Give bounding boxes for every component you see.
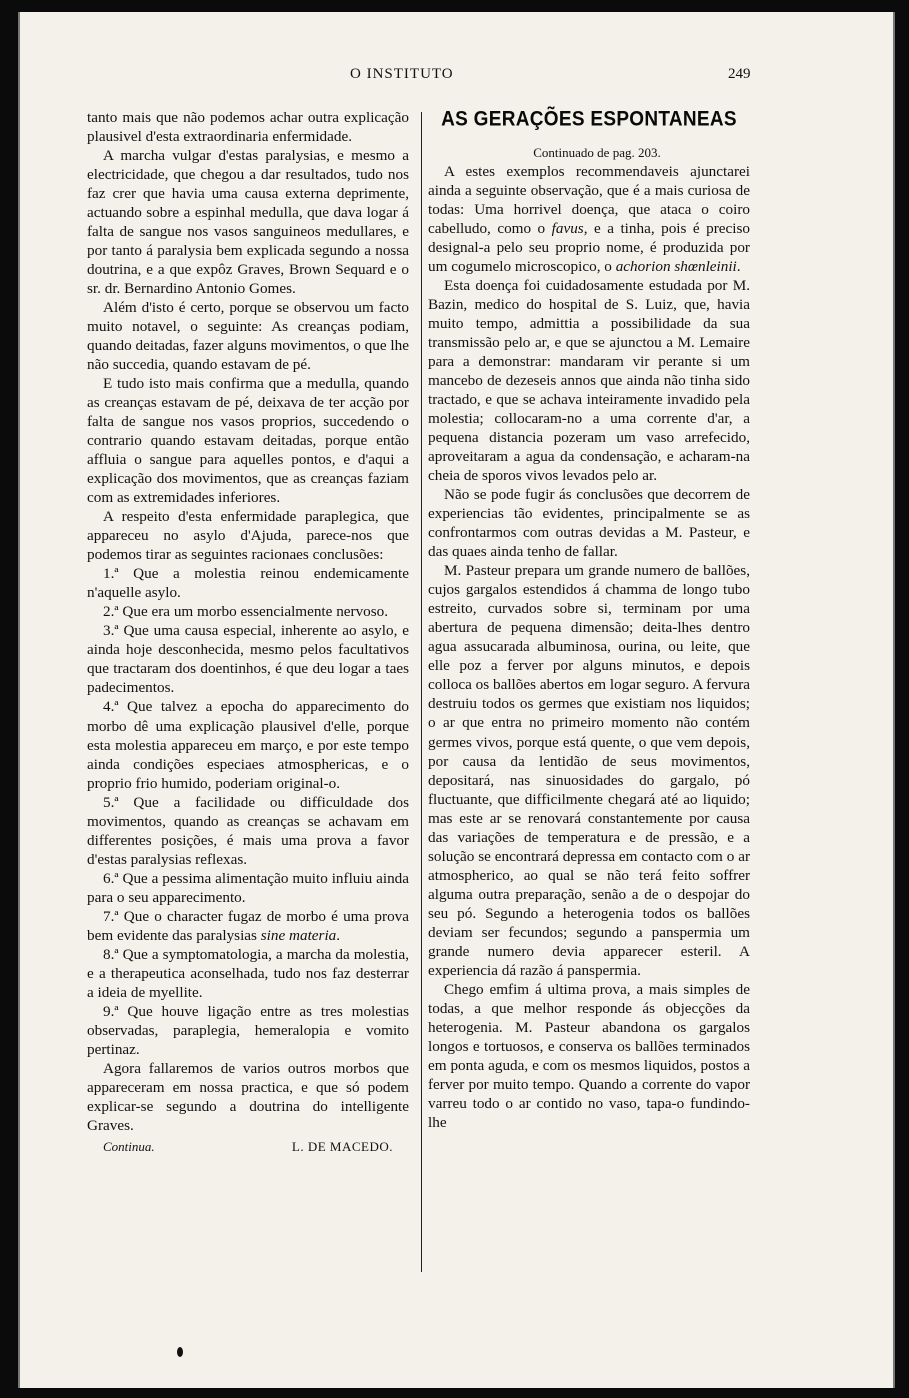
paragraph: Esta doença foi cuidadosamente estudada por M. Bazin, medico do hospital de S. Luiz, que, havia muito tempo, admittia a possibilidade da sua transmissão pelo ar, e que se ajunctou a M. Lemaire para a demonstrar: mandaram vir perante si um mancebo de dezeseis annos que ainda não tinha sido tractado, e que se achava inteiramente invadido pela molestia; collocaram-no a uma corrente d'ar, a pequena distancia pozeram um vaso arrefecido, aproveitaram a agua da condensação, e acharam-na cheia de sporos vivos levados pelo ar. [428, 277, 750, 485]
conclusion-item: 3.ª Que uma causa especial, inherente ao asylo, e ainda hoje desconhecida, mesmo pelos facultativos que tractaram dos doentinhos, é que deu logar a taes padecimentos. [87, 622, 409, 697]
paragraph: Chego emfim á ultima prova, a mais simples de todas, a que melhor responde ás objecções da heterogenia. M. Pasteur abandona os gargalos longos e tortuosos, e conserva os ballões terminados em ponta aguda, e com os mesmos liquidos, postos a ferver por muito tempo. Quando a corrente do vapor varreu todo o ar contido no vaso, tapa-o fundindo-lhe [428, 980, 750, 1131]
paragraph: Agora fallaremos de varios outros morbos que appareceram em nossa practica, e que só podem explicar-se segundo a doutrina do intelligente Graves. [87, 1059, 409, 1134]
paragraph: Não se pode fugir ás conclusões que decorrem de experiencias tão evidentes, principalmente se as confrontarmos com outras devidas a M. Pasteur, e das quaes ainda tenho de fallar. [428, 486, 750, 561]
article-heading: AS GERAÇÕES ESPONTANEAS [441, 107, 737, 132]
right-column [428, 108, 750, 1132]
conclusion-item: 8.ª Que a symptomatologia, a marcha da molestia, e a therapeutica aconselhada, tudo nos faz desterrar a ideia de myellite. [87, 945, 409, 1001]
page-number: 249 [728, 66, 751, 82]
paragraph: E tudo isto mais confirma que a medulla, quando as creanças estavam de pé, deixava de ter acção por falta de sangue nos vasos proprios, succedendo o contrario quando estavam deitadas, porque então affluia o sangue para aquelles pontos, e d'aqui a explicação dos movimentos, que as creanças faziam com as extremidades inferiores. [87, 375, 409, 507]
ink-mark [177, 1347, 183, 1357]
continued-note: Continuado de pag. 203. [533, 145, 661, 161]
running-head [20, 64, 893, 88]
left-column [87, 108, 409, 1156]
paragraph: Além d'isto é certo, porque se observou um facto muito notavel, o seguinte: As creanças podiam, quando deitadas, fazer alguns movimentos, o que lhe não succedia, quando estavam de pé. [87, 299, 409, 374]
running-title: O INSTITUTO [350, 66, 454, 82]
text-run: , e a tinha, pois é preciso designal-a pelo seu proprio nome, é produzida por um cogumelo microscopico, o [428, 220, 750, 276]
paragraph: A respeito d'esta enfermidade paraplegica, que appareceu no asylo d'Ajuda, parece-nos que podemos tirar as seguintes racionaes conclusões: [87, 508, 409, 564]
conclusion-item: 5.ª Que a facilidade ou difficuldade dos movimentos, quando as creanças se achavam em differentes posições, é mais uma prova a favor d'estas paralysias reflexas. [87, 793, 409, 868]
italic-run: achorion shœnleinii [615, 258, 737, 276]
conclusion-item: 2.ª Que era um morbo essencialmente nervoso. [103, 603, 389, 621]
text-run: . [336, 926, 341, 944]
author-name: L. DE MACEDO. [291, 1138, 393, 1154]
paragraph [428, 162, 750, 276]
conclusion-item: 6.ª Que a pessima alimentação muito influiu ainda para o seu apparecimento. [87, 869, 409, 906]
conclusion-item: 9.ª Que houve ligação entre as tres molestias observadas, paraplegia, hemeralopia e vomito pertinaz. [87, 1002, 409, 1058]
continua-note: Continua. [103, 1138, 155, 1154]
text-run: . [736, 258, 741, 276]
paragraph: A marcha vulgar d'estas paralysias, e mesmo a electricidade, que chegou a dar resultados, tudo nos faz crer que havia uma causa externa deprimente, actuando sobre a espinhal medulla, que dava logar á falta de sangue nos vasos sanguineos medullares, e por tanto á paralysia bem explicada segundo a nossa doutrina, e a que expôz Graves, Brown Sequard e o sr. dr. Bernardino Antonio Gomes. [87, 147, 409, 298]
page [18, 12, 895, 1388]
italic-run: sine materia [260, 926, 337, 944]
paragraph: M. Pasteur prepara um grande numero de ballões, cujos gargalos estendidos á chamma de longo tubo estreito, curvados sobre si, terminam por uma abertura de pequena dimensão; deita-lhes dentro agua assucarada albuminosa, ourina, ou leite, que elle poz a ferver por alguns minutos, e depois colloca os ballões abertos em logar seguro. A fervura destruiu todos os germes que existiam nos liquidos; o ar que entra no primeiro momento não contém germes vivos, porque está quente, o que vem depois, por causa da lentidão de seus movimentos, depositará, nas sinuosidades do gargalo, pó fluctuante, que difficilmente chegará até ao liquido; mas este ar se renovará constantemente por causa das variações de temperatura e de pressão, e a solução se encontrará depressa em contacto com o ar atmospherico, ao qual se não terá feito soffrer alguma outra preparação, senão a de o despojar do seu pó. Segundo a heterogenia todos os ballões deviam ser fecundos; segundo a panspermia um grande numero devia apparecer esteril. A experiencia dá razão á panspermia. [428, 562, 750, 979]
text-run: A estes exemplos recommendaveis ajunctarei ainda a seguinte observação, que é a mais curiosa de todas: Uma horrivel doença, que ataca o coiro cabelludo, como o [428, 163, 750, 238]
conclusion-item: 1.ª Que a molestia reinou endemicamente n'aquelle asylo. [87, 565, 409, 602]
signature [87, 1137, 409, 1156]
text-run: 7.ª Que o character fugaz de morbo é uma prova bem evidente das paralysias [87, 907, 409, 944]
italic-run: favus [551, 220, 584, 238]
conclusion-item: 4.ª Que talvez a epocha do apparecimento do morbo dê uma explicação plausivel d'elle, porque esta molestia appareceu em março, e por este tempo ainda condições especiaes atmosphericas, e o proprio frio humido, poderiam original-o. [87, 698, 409, 792]
column-rule [421, 112, 422, 1272]
conclusion-item [87, 907, 409, 945]
paragraph: tanto mais que não podemos achar outra explicação plausivel d'esta extraordinaria enfermidade. [87, 109, 409, 146]
